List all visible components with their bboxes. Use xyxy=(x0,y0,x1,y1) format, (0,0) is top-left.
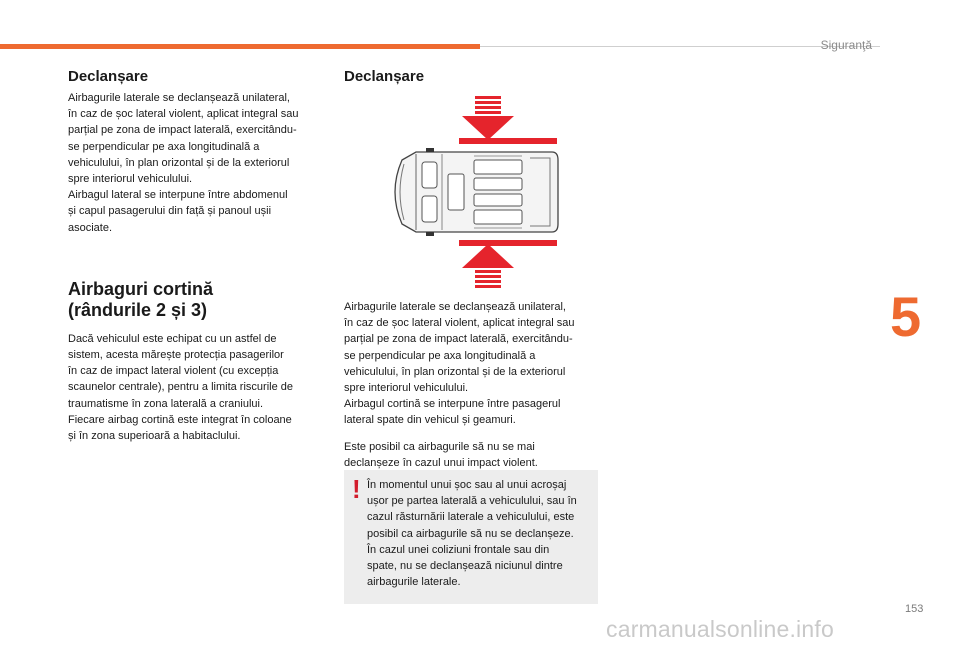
page-number: 153 xyxy=(905,603,924,615)
heading-declansare-left: Declanșare xyxy=(68,68,149,85)
impact-diagram-svg xyxy=(344,92,600,292)
heading-curtain-airbags xyxy=(68,279,324,321)
chapter-number: 5 xyxy=(890,285,922,348)
heading-curtain-line1: Airbaguri cortină xyxy=(68,278,214,299)
warning-text: În momentul unui șoc sau al unui acroșaj ușor pe partea laterală a vehiculului, sau în cazul răsturnării laterale a vehiculului, este posibil ca airbagurile să nu se declanșeze. În cazul unei coliziuni frontale sau din spate, nu se declanșează niciunul dintre airbagurile laterale. xyxy=(367,479,577,589)
left-column xyxy=(68,68,324,444)
right-column xyxy=(344,68,600,471)
heading-declansare-right: Declanșare xyxy=(344,68,425,85)
warning-box xyxy=(344,470,598,604)
paragraph-side-airbags: Airbagurile laterale se declanșează unilateral, în caz de șoc lateral violent, aplicat integral sau parțial pe zona de impact laterală, exercitându- se perpendicular pe axa longitudinală a vehiculului, în plan orizontal și de la exteriorul spre interiorul vehiculului. Airbagul lateral se interpune între abdomenul și capul pasagerului din față și panoul ușii asociate. xyxy=(68,92,299,234)
impact-diagram xyxy=(344,92,600,292)
impact-arrow-bottom-icon xyxy=(462,244,514,288)
warning-icon: ! xyxy=(352,474,361,504)
paragraph-may-not-deploy: Este posibil ca airbagurile să nu se mai declanșeze în cazul unui impact violent. xyxy=(344,440,538,469)
watermark: carmanualsonline.info xyxy=(606,616,834,642)
paragraph-curtain-airbags: Dacă vehiculul este echipat cu un astfel de sistem, acesta mărește protecția pasagerilor în caz de impact lateral violent (cu excepția scaunelor centrale), pentru a limita riscurile de traumatisme în zona laterală a craniului. Fiecare airbag cortină este integrat în coloane și în zona superioară a habitaclului. xyxy=(68,332,293,443)
impact-arrow-top-icon xyxy=(462,96,514,140)
section-title: Siguranţă xyxy=(820,38,872,52)
paragraph-curtain-deploy: Airbagurile laterale se declanșează unilateral, în caz de șoc lateral violent, aplicat integral sau parțial pe zona de impact laterală, exercitându- se perpendicular pe axa longitudinală a vehiculului, în plan orizontal și de la exteriorul spre interiorul vehiculului. Airbagul cortină se interpune între pasagerul lateral spate din vehicul și geamuri. xyxy=(344,301,575,427)
van-top-view-icon xyxy=(395,138,558,246)
header-accent-bar xyxy=(0,44,480,49)
heading-curtain-line2: (rândurile 2 și 3) xyxy=(68,299,208,320)
